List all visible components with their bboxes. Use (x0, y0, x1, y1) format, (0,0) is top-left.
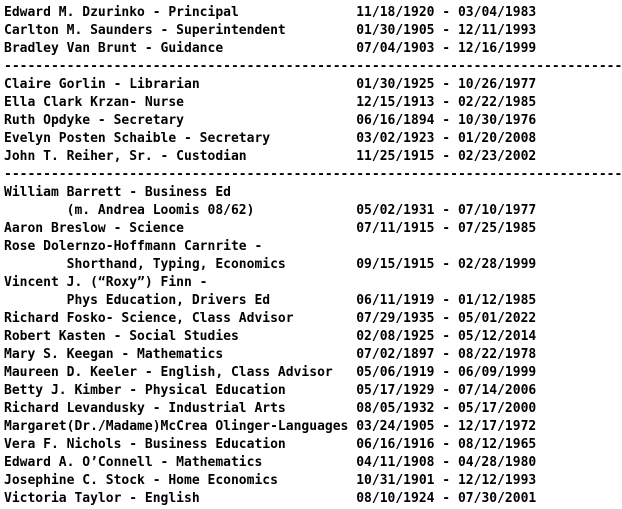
list-item (4, 130, 554, 148)
life-dates: 05/17/1929 - 07/14/2006 (356, 383, 537, 398)
list-item (4, 310, 554, 328)
list-item (4, 40, 554, 58)
list-item (4, 364, 554, 382)
person-name: Maureen D. Keeler - English, Class Advisor (4, 365, 333, 380)
life-dates: 08/05/1932 - 05/17/2000 (356, 401, 537, 416)
list-item (4, 202, 554, 220)
person-name: Ruth Opdyke - Secretary (4, 113, 185, 128)
life-dates: 02/08/1925 - 05/12/2014 (356, 329, 537, 344)
life-dates: 11/18/1920 - 03/04/1983 (356, 5, 537, 20)
person-name: Richard Levandusky - Industrial Arts (4, 401, 286, 416)
list-item (4, 184, 554, 202)
life-dates: 07/11/1915 - 07/25/1985 (356, 221, 537, 236)
section-separator: ------------------------------------------------------------------------------- (4, 167, 622, 182)
list-item (4, 400, 554, 418)
life-dates: 11/25/1915 - 02/23/2002 (356, 149, 537, 164)
life-dates: 08/10/1924 - 07/30/2001 (356, 491, 537, 506)
person-name: Victoria Taylor - English (4, 491, 200, 506)
person-name: Mary S. Keegan - Mathematics (4, 347, 224, 362)
person-name: Margaret(Dr./Madame)McCrea Olinger-Languages (4, 419, 349, 434)
list-item (4, 112, 554, 130)
person-name: Rose Dolernzo-Hoffmann Carnrite - (4, 239, 263, 254)
section-separator: ------------------------------------------------------------------------------- (4, 59, 622, 74)
life-dates: 07/29/1935 - 05/01/2022 (356, 311, 537, 326)
person-name: Richard Fosko- Science, Class Advisor (4, 311, 294, 326)
person-name: Vincent J. (“Roxy”) Finn - (4, 275, 208, 290)
person-name: Vera F. Nichols - Business Education (4, 437, 286, 452)
list-item (4, 148, 554, 166)
person-name: (m. Andrea Loomis 08/62) (4, 203, 255, 218)
person-name: Betty J. Kimber - Physical Education (4, 383, 286, 398)
list-item (4, 490, 554, 508)
list-item (4, 4, 554, 22)
life-dates: 04/11/1908 - 04/28/1980 (356, 455, 537, 470)
person-name: Phys Education, Drivers Ed (4, 293, 271, 308)
life-dates: 03/02/1923 - 01/20/2008 (356, 131, 537, 146)
life-dates: 07/02/1897 - 08/22/1978 (356, 347, 537, 362)
person-name: Shorthand, Typing, Economics (4, 257, 286, 272)
list-item (4, 436, 554, 454)
person-name: Aaron Breslow - Science (4, 221, 185, 236)
person-name: Josephine C. Stock - Home Economics (4, 473, 278, 488)
person-name: Edward A. O’Connell - Mathematics (4, 455, 263, 470)
list-item (4, 328, 554, 346)
person-name: Ella Clark Krzan- Nurse (4, 95, 185, 110)
life-dates: 03/24/1905 - 12/17/1972 (356, 419, 537, 434)
life-dates: 09/15/1915 - 02/28/1999 (356, 257, 537, 272)
list-item (4, 472, 554, 490)
person-name: Evelyn Posten Schaible - Secretary (4, 131, 271, 146)
list-item (4, 382, 554, 400)
person-name: Claire Gorlin - Librarian (4, 77, 200, 92)
life-dates: 01/30/1905 - 12/11/1993 (356, 23, 537, 38)
life-dates: 06/16/1916 - 08/12/1965 (356, 437, 537, 452)
person-name: Edward M. Dzurinko - Principal (4, 5, 239, 20)
list-item (4, 220, 554, 238)
person-name: Robert Kasten - Social Studies (4, 329, 239, 344)
list-item (4, 238, 554, 256)
person-name: Carlton M. Saunders - Superintendent (4, 23, 286, 38)
list-item (4, 346, 554, 364)
life-dates: 01/30/1925 - 10/26/1977 (356, 77, 537, 92)
person-name: John T. Reiher, Sr. - Custodian (4, 149, 247, 164)
person-name: William Barrett - Business Ed (4, 185, 231, 200)
person-name: Bradley Van Brunt - Guidance (4, 41, 224, 56)
life-dates: 06/16/1894 - 10/30/1976 (356, 113, 537, 128)
list-item (4, 76, 554, 94)
list-item (4, 94, 554, 112)
life-dates: 07/04/1903 - 12/16/1999 (356, 41, 537, 56)
list-item (4, 274, 554, 292)
life-dates: 10/31/1901 - 12/12/1993 (356, 473, 537, 488)
list-item (4, 418, 554, 436)
list-item (4, 454, 554, 472)
life-dates: 06/11/1919 - 01/12/1985 (356, 293, 537, 308)
life-dates: 05/06/1919 - 06/09/1999 (356, 365, 537, 380)
life-dates: 12/15/1913 - 02/22/1985 (356, 95, 537, 110)
list-item (4, 292, 554, 310)
life-dates: 05/02/1931 - 07/10/1977 (356, 203, 537, 218)
list-item (4, 256, 554, 274)
list-item (4, 22, 554, 40)
